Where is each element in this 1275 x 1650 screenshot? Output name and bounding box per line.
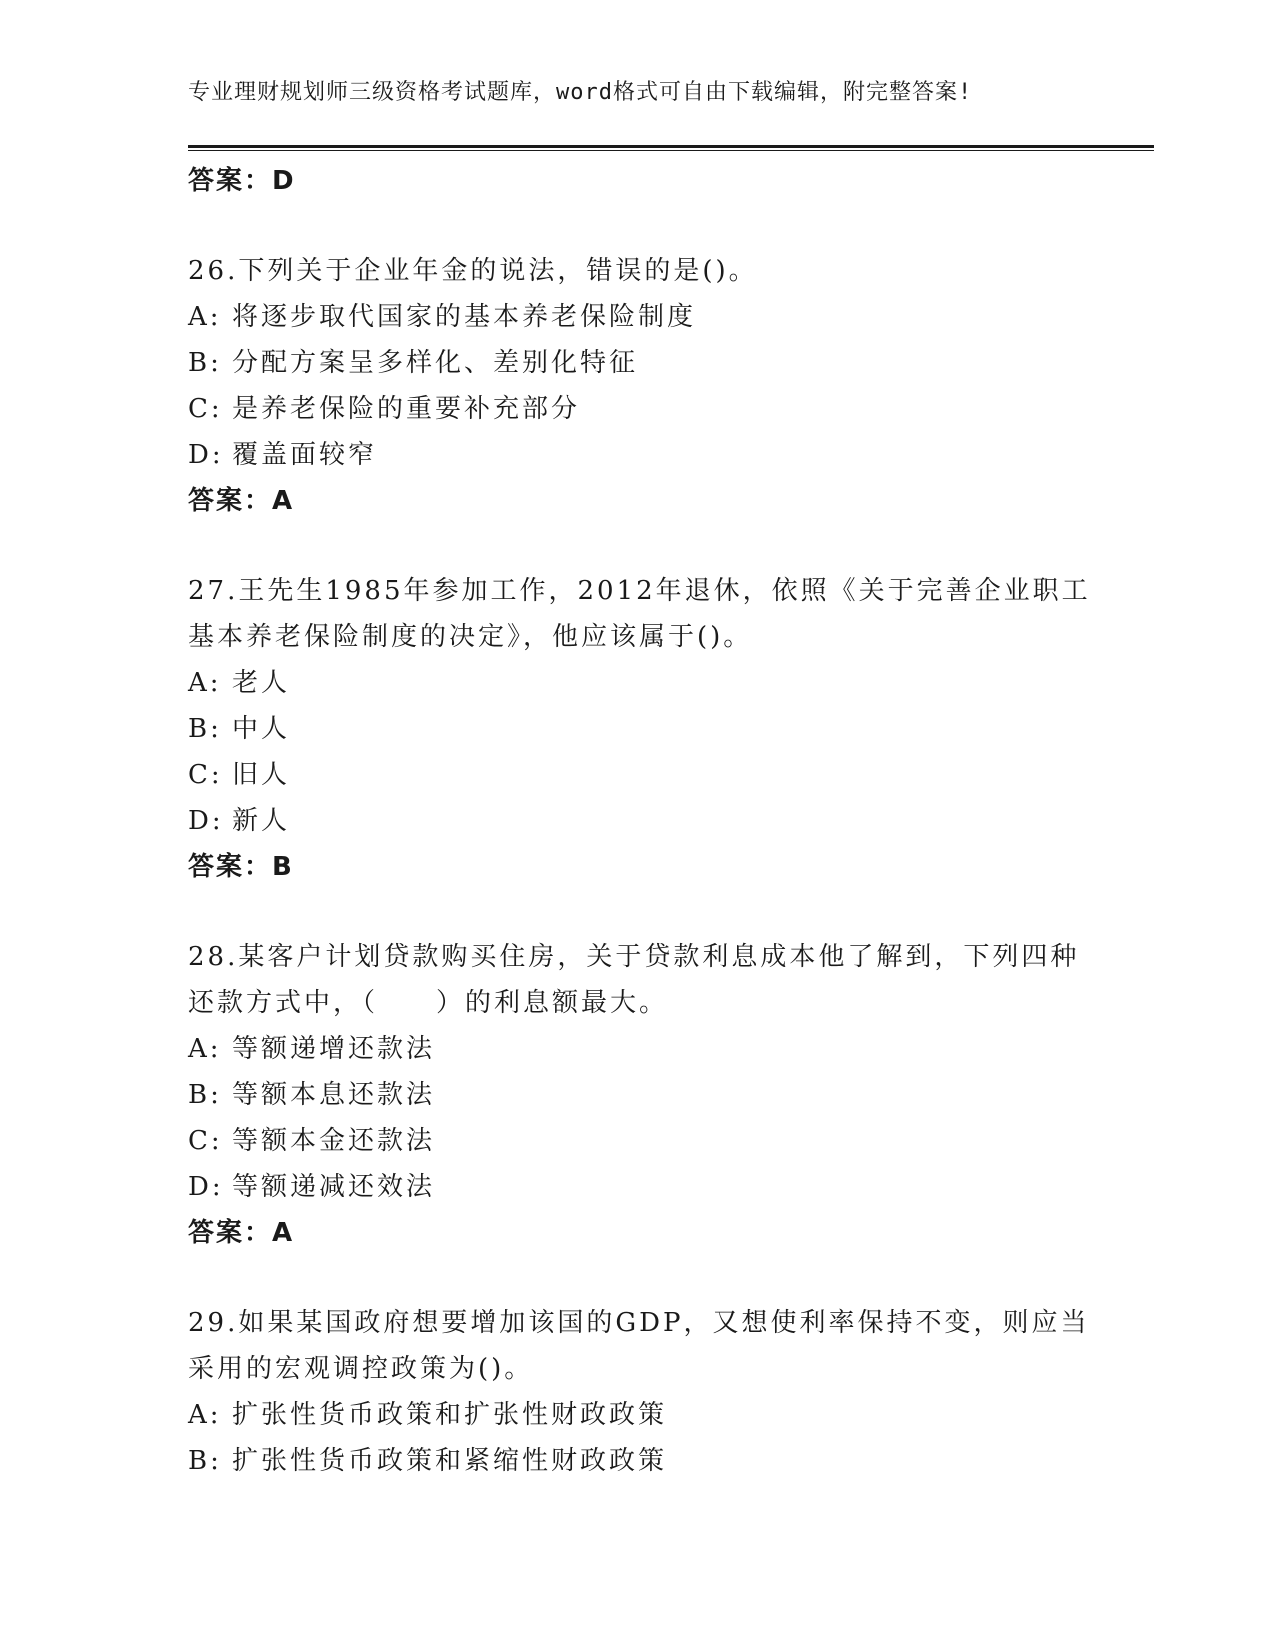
option-text: 覆盖面较窄 — [232, 440, 378, 470]
option-letter: A: — [188, 1034, 222, 1064]
option-text: 是养老保险的重要补充部分 — [232, 394, 581, 424]
option-letter: C: — [188, 760, 223, 790]
spacer — [188, 204, 1088, 248]
previous-answer: 答案：D — [188, 166, 296, 196]
content-body — [188, 158, 1091, 1484]
option-d — [188, 798, 1088, 844]
option-letter: A: — [188, 668, 222, 698]
option-letter: C: — [188, 394, 223, 424]
option-c — [188, 386, 1088, 432]
option-text: 扩张性货币政策和扩张性财政政策 — [232, 1400, 668, 1430]
question-27 — [188, 568, 1091, 890]
option-letter: C: — [188, 1126, 223, 1156]
header-rule-thick — [188, 145, 1154, 148]
option-letter: B: — [188, 1446, 222, 1476]
option-text: 旧人 — [232, 760, 291, 790]
option-letter: A: — [188, 1400, 222, 1430]
option-a — [188, 1026, 1088, 1072]
option-text: 老人 — [232, 668, 291, 698]
question-26 — [188, 248, 1088, 524]
option-b — [188, 706, 1088, 752]
question-28 — [188, 934, 1088, 1256]
spacer — [188, 1256, 1088, 1300]
option-b — [188, 1438, 1088, 1484]
option-text: 新人 — [232, 806, 291, 836]
option-text: 等额本息还款法 — [232, 1080, 436, 1110]
option-a — [188, 294, 1088, 340]
answer: 答案：B — [188, 852, 294, 882]
page-header: 专业理财规划师三级资格考试题库，word格式可自由下载编辑，附完整答案! — [188, 80, 973, 105]
question-stem-line: 采用的宏观调控政策为()。 — [188, 1354, 534, 1384]
option-text: 将逐步取代国家的基本养老保险制度 — [232, 302, 697, 332]
option-text: 等额递增还款法 — [232, 1034, 436, 1064]
option-text: 等额递减还效法 — [232, 1172, 436, 1202]
answer: 答案：A — [188, 1218, 295, 1248]
question-stem-line: 还款方式中，（ ）的利息额最大。 — [188, 988, 669, 1018]
option-letter: D: — [188, 440, 224, 470]
option-a — [188, 1392, 1088, 1438]
option-letter: B: — [188, 714, 222, 744]
option-b — [188, 1072, 1088, 1118]
header-rule-thin — [188, 150, 1154, 151]
question-stem-line: 28.某客户计划贷款购买住房，关于贷款利息成本他了解到，下列四种 — [188, 942, 1080, 972]
option-letter: D: — [188, 806, 224, 836]
option-a — [188, 660, 1088, 706]
spacer — [188, 524, 1088, 568]
question-stem-line: 基本养老保险制度的决定》，他应该属于()。 — [188, 622, 753, 652]
option-letter: B: — [188, 348, 222, 378]
option-b — [188, 340, 1088, 386]
question-stem-line: 26.下列关于企业年金的说法，错误的是()。 — [188, 256, 758, 286]
question-stem-line: 27.王先生1985年参加工作，2012年退休，依照《关于完善企业职工 — [188, 576, 1091, 606]
option-letter: A: — [188, 302, 222, 332]
option-letter: B: — [188, 1080, 222, 1110]
option-text: 等额本金还款法 — [232, 1126, 436, 1156]
option-d — [188, 1164, 1088, 1210]
option-text: 分配方案呈多样化、差别化特征 — [232, 348, 639, 378]
spacer — [188, 890, 1088, 934]
option-text: 中人 — [232, 714, 291, 744]
option-text: 扩张性货币政策和紧缩性财政政策 — [232, 1446, 668, 1476]
answer: 答案：A — [188, 486, 295, 516]
option-letter: D: — [188, 1172, 224, 1202]
question-29 — [188, 1300, 1088, 1484]
option-d — [188, 432, 1088, 478]
option-c — [188, 1118, 1088, 1164]
option-c — [188, 752, 1088, 798]
question-stem-line: 29.如果某国政府想要增加该国的GDP，又想使利率保持不变，则应当 — [188, 1308, 1090, 1338]
